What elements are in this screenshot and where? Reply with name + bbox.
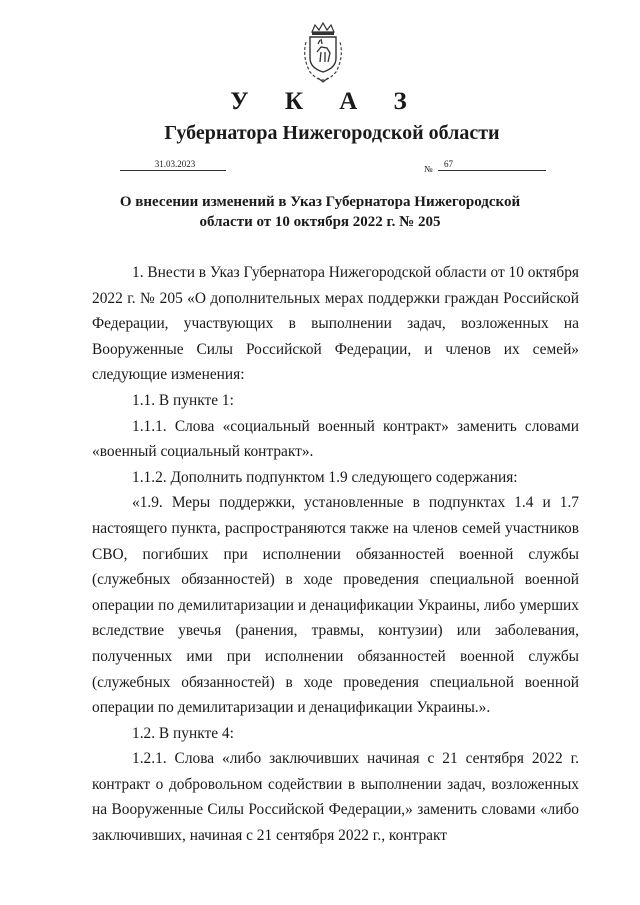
- title-line-1: О внесении изменений в Указ Губернатора Нижегородской: [119, 194, 521, 210]
- paragraph: 1.1. В пункте 1:: [132, 391, 234, 409]
- paragraph: 1.2. В пункте 4:: [132, 724, 234, 742]
- paragraph: 1.2.1. Слова «либо заключивших начиная с 21 сентября 2022 г. контракт о добровольном содействии в выполнении задач, возложенных на Вооруженные Силы Российской Федерации,» заменить словами «либо заключивших, начиная с 21 сентября 2022 г., контракт: [92, 750, 579, 845]
- date-underline: [120, 170, 226, 171]
- paragraph: 1.1.2. Дополнить подпунктом 1.9 следующего содержания:: [132, 468, 518, 486]
- document-type-heading: У К А З: [230, 88, 422, 115]
- number-label: №: [424, 164, 433, 174]
- number-underline: [438, 170, 546, 171]
- coat-of-arms-icon: [300, 22, 346, 84]
- paragraph: «1.9. Меры поддержки, установленные в подпунктах 1.4 и 1.7 настоящего пункта, распространяются также на членов семей участников СВО, погибших при исполнении обязанностей военной службы (служебных обязанностей) в ходе проведения специальной военной операции по демилитаризации и денацификации Украины, либо умерших вследствие увечья (ранения, травмы, контузии) или заболевания, полученных ими при исполнении обязанностей военной службы (служебных обязанностей) в ходе проведения специальной военной операции по демилитаризации и денацификации Украины.».: [92, 494, 579, 717]
- document-title: [100, 192, 540, 232]
- paragraph: 1.1.1. Слова «социальный военный контракт» заменить словами «военный социальный контракт».: [92, 417, 579, 461]
- paragraph: 1. Внести в Указ Губернатора Нижегородской области от 10 октября 2022 г. № 205 «О дополнительных мерах поддержки граждан Российской Федерации, участвующих в выполнении задач, возложенных на Вооруженные Силы Российской Федерации, и членов их семей» следующие изменения:: [92, 264, 579, 384]
- issuer-heading: Губернатора Нижегородской области: [164, 122, 500, 144]
- title-line-2: области от 10 октября 2022 г. № 205: [199, 214, 441, 230]
- document-date: 31.03.2023: [154, 159, 196, 169]
- document-number: 67: [444, 159, 453, 169]
- date-field: [120, 159, 226, 171]
- document-body: [92, 260, 579, 849]
